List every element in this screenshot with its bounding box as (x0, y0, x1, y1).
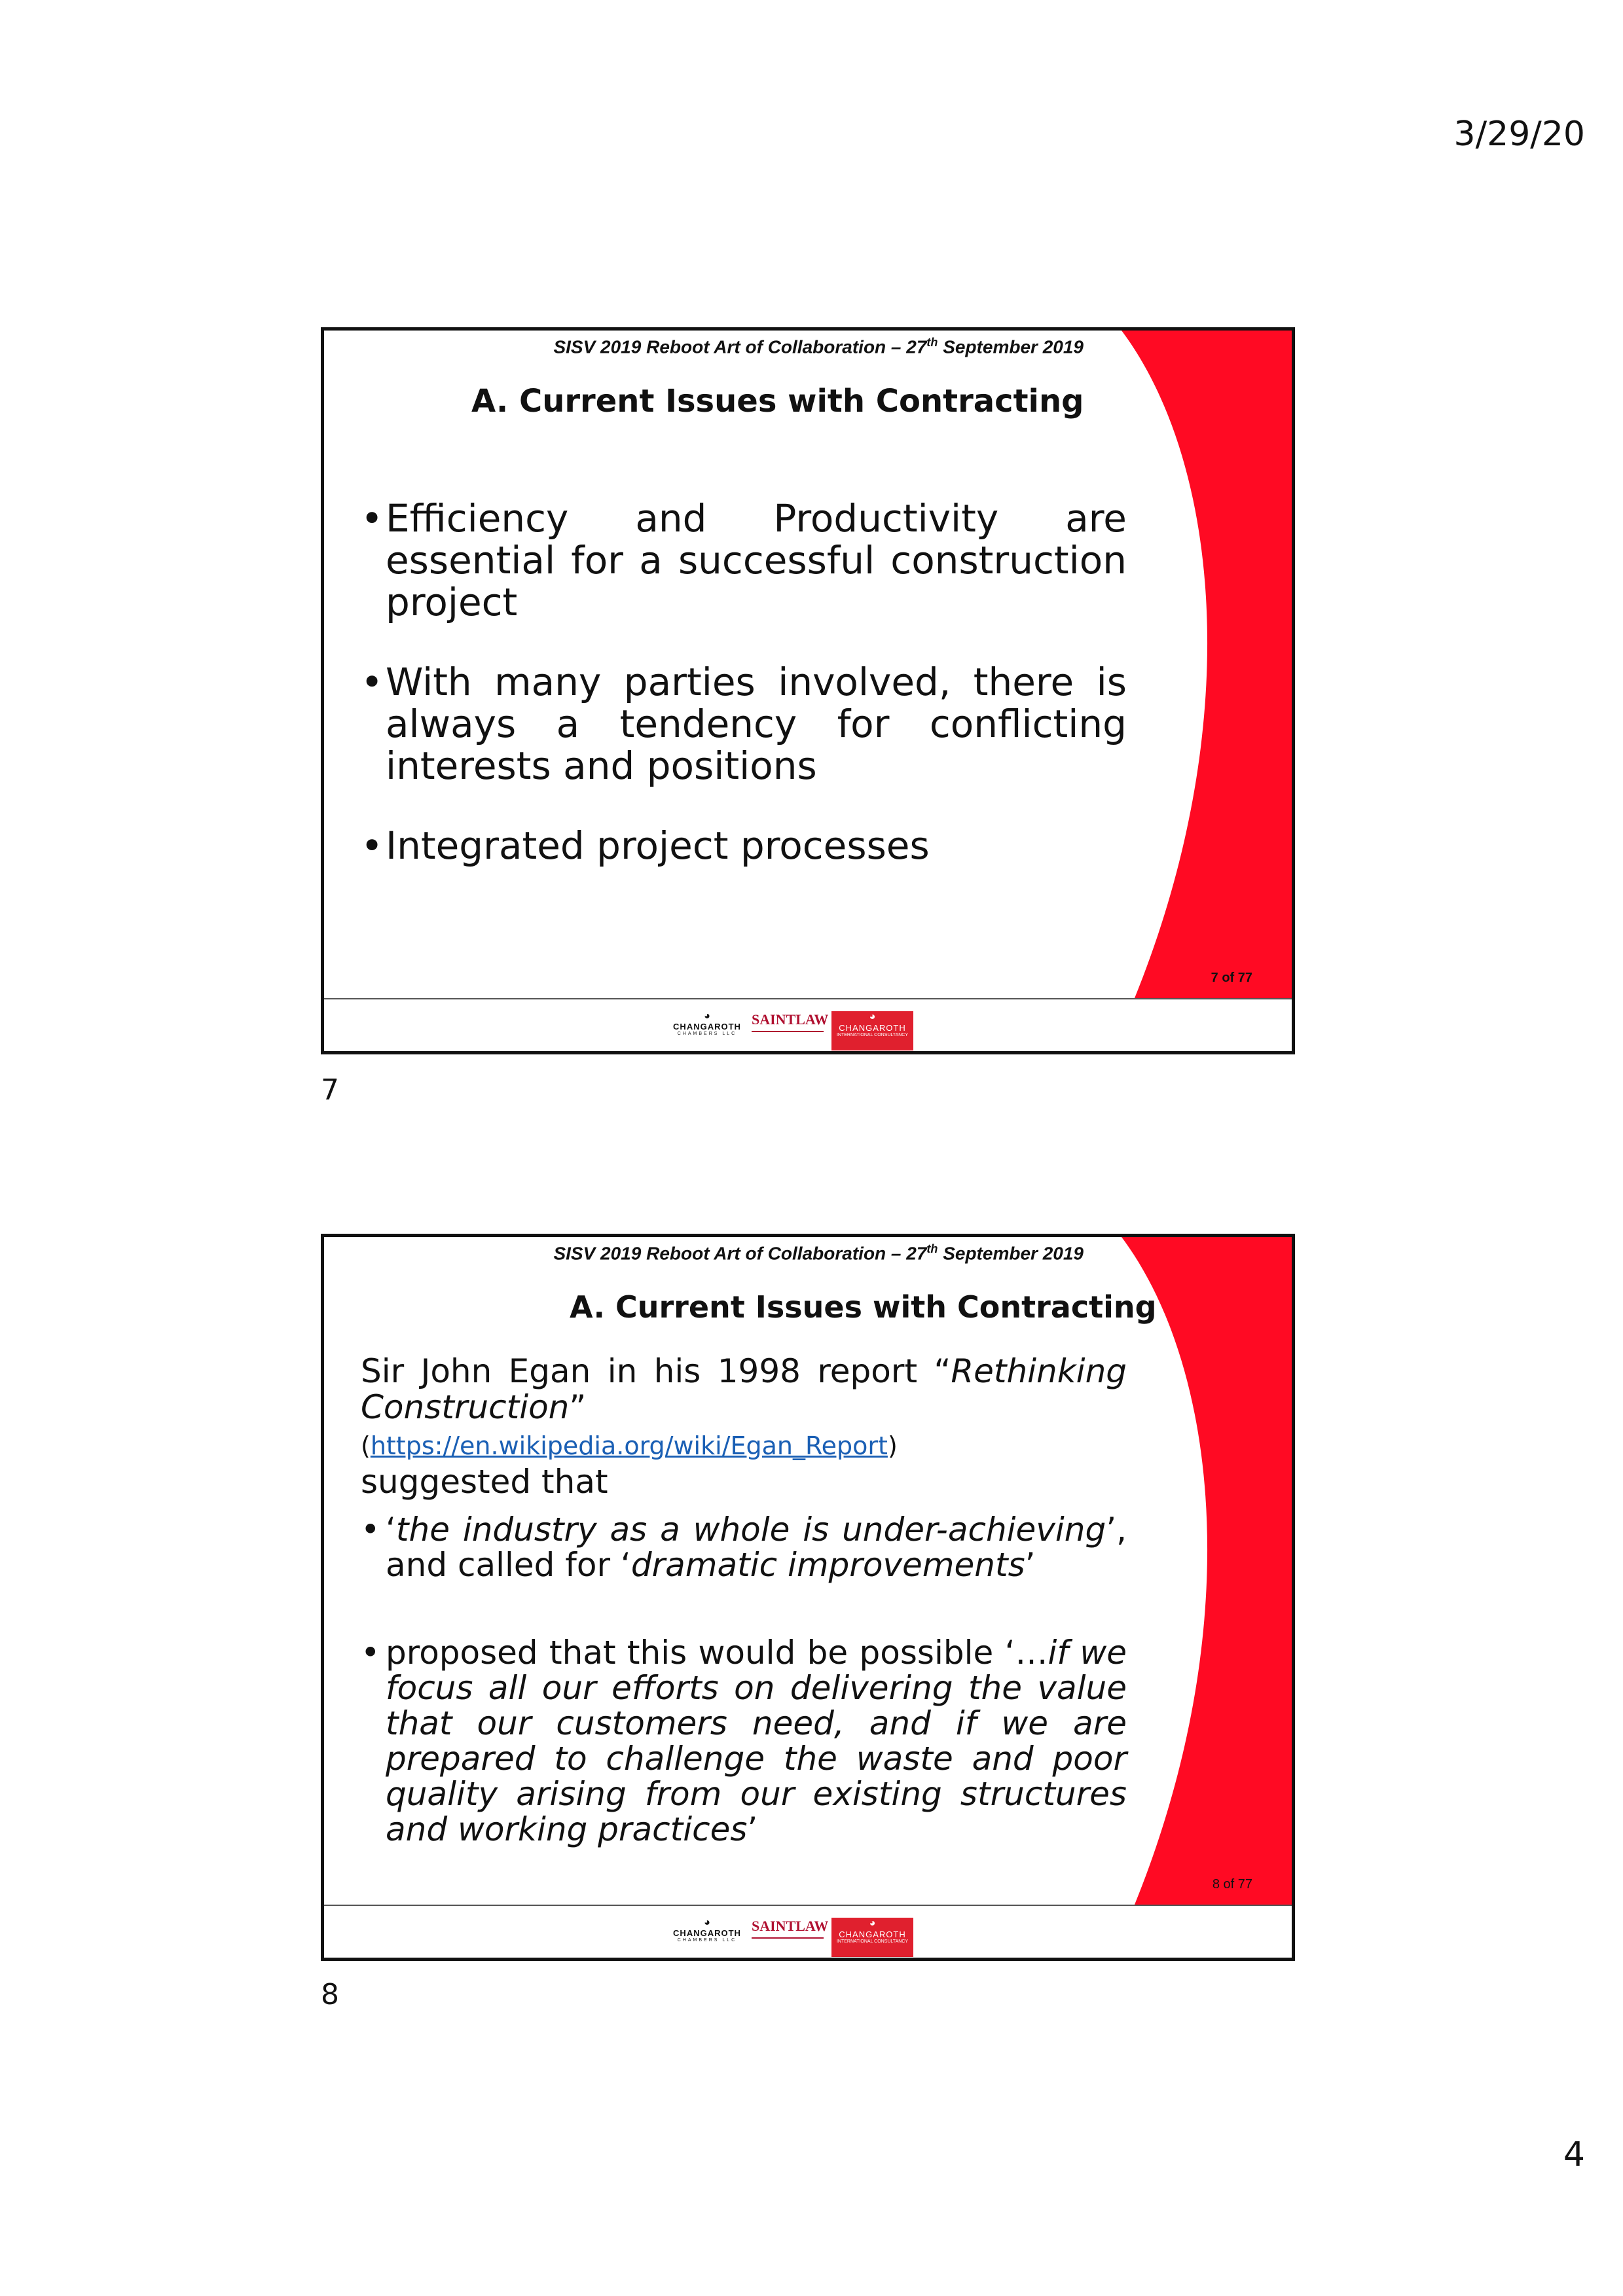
slide-counter: 7 of 77 (1211, 971, 1252, 985)
slide-number: 7 (321, 1073, 339, 1107)
slide-8 (321, 1234, 1295, 1961)
footer-divider (324, 1905, 1292, 1906)
slide-title: A. Current Issues with Contracting (471, 383, 1084, 420)
footer-logos (668, 1011, 913, 1050)
page-number: 4 (1563, 2135, 1585, 2174)
footer-logos (668, 1918, 913, 1957)
bullet-item: • With many parties involved, there is always a tendency for conflicting interests and positions (361, 661, 1127, 787)
slide-7 (321, 327, 1295, 1054)
changaroth-consultancy-logo: ◕ CHANGAROTH INTERNATIONAL CONSULTANCY (831, 1918, 913, 1957)
slide-header: SISV 2019 Reboot Art of Collaboration – 27th September 2019 (553, 336, 1084, 357)
page-date: 3/29/20 (1453, 115, 1585, 154)
bullet-list (361, 497, 1127, 905)
bullet-item: • Efficiency and Productivity are essential for a successful construction project (361, 497, 1127, 623)
bullet-item: • Integrated project processes (361, 825, 1127, 867)
bullet-item: • ‘the industry as a whole is under-achieving’, and called for ‘dramatic improvements’ (361, 1512, 1127, 1583)
bullet-list (361, 1512, 1127, 1899)
red-curve-decoration (1122, 1237, 1292, 1905)
slide-header: SISV 2019 Reboot Art of Collaboration – 27th September 2019 (553, 1242, 1084, 1264)
saintlaw-logo: SAINTLAW (752, 1918, 827, 1957)
saintlaw-logo: SAINTLAW (752, 1011, 827, 1050)
slide-counter: 8 of 77 (1212, 1877, 1252, 1892)
footer-divider (324, 998, 1292, 999)
changaroth-consultancy-logo: ◕ CHANGAROTH INTERNATIONAL CONSULTANCY (831, 1011, 913, 1050)
egan-report-link[interactable]: https://en.wikipedia.org/wiki/Egan_Report (370, 1431, 888, 1460)
bullet-item: • proposed that this would be possible ‘…if we focus all our efforts on delivering the value that our customers need, and if we are prepared to challenge the waste and poor quality arising from our existing structures and working practices’ (361, 1635, 1127, 1847)
slide-number: 8 (321, 1978, 339, 2011)
changaroth-chambers-logo: ◕ CHANGAROTH CHAMBERS LLC (673, 1011, 741, 1036)
intro-paragraph: Sir John Egan in his 1998 report “Rethinking Construction” (https://en.wikipedia.org/wiki/Egan_Report) suggested that (361, 1352, 1127, 1501)
changaroth-chambers-logo: ◕ CHANGAROTH CHAMBERS LLC (673, 1917, 741, 1943)
red-curve-decoration (1122, 331, 1292, 998)
slide-title: A. Current Issues with Contracting (570, 1289, 1157, 1325)
